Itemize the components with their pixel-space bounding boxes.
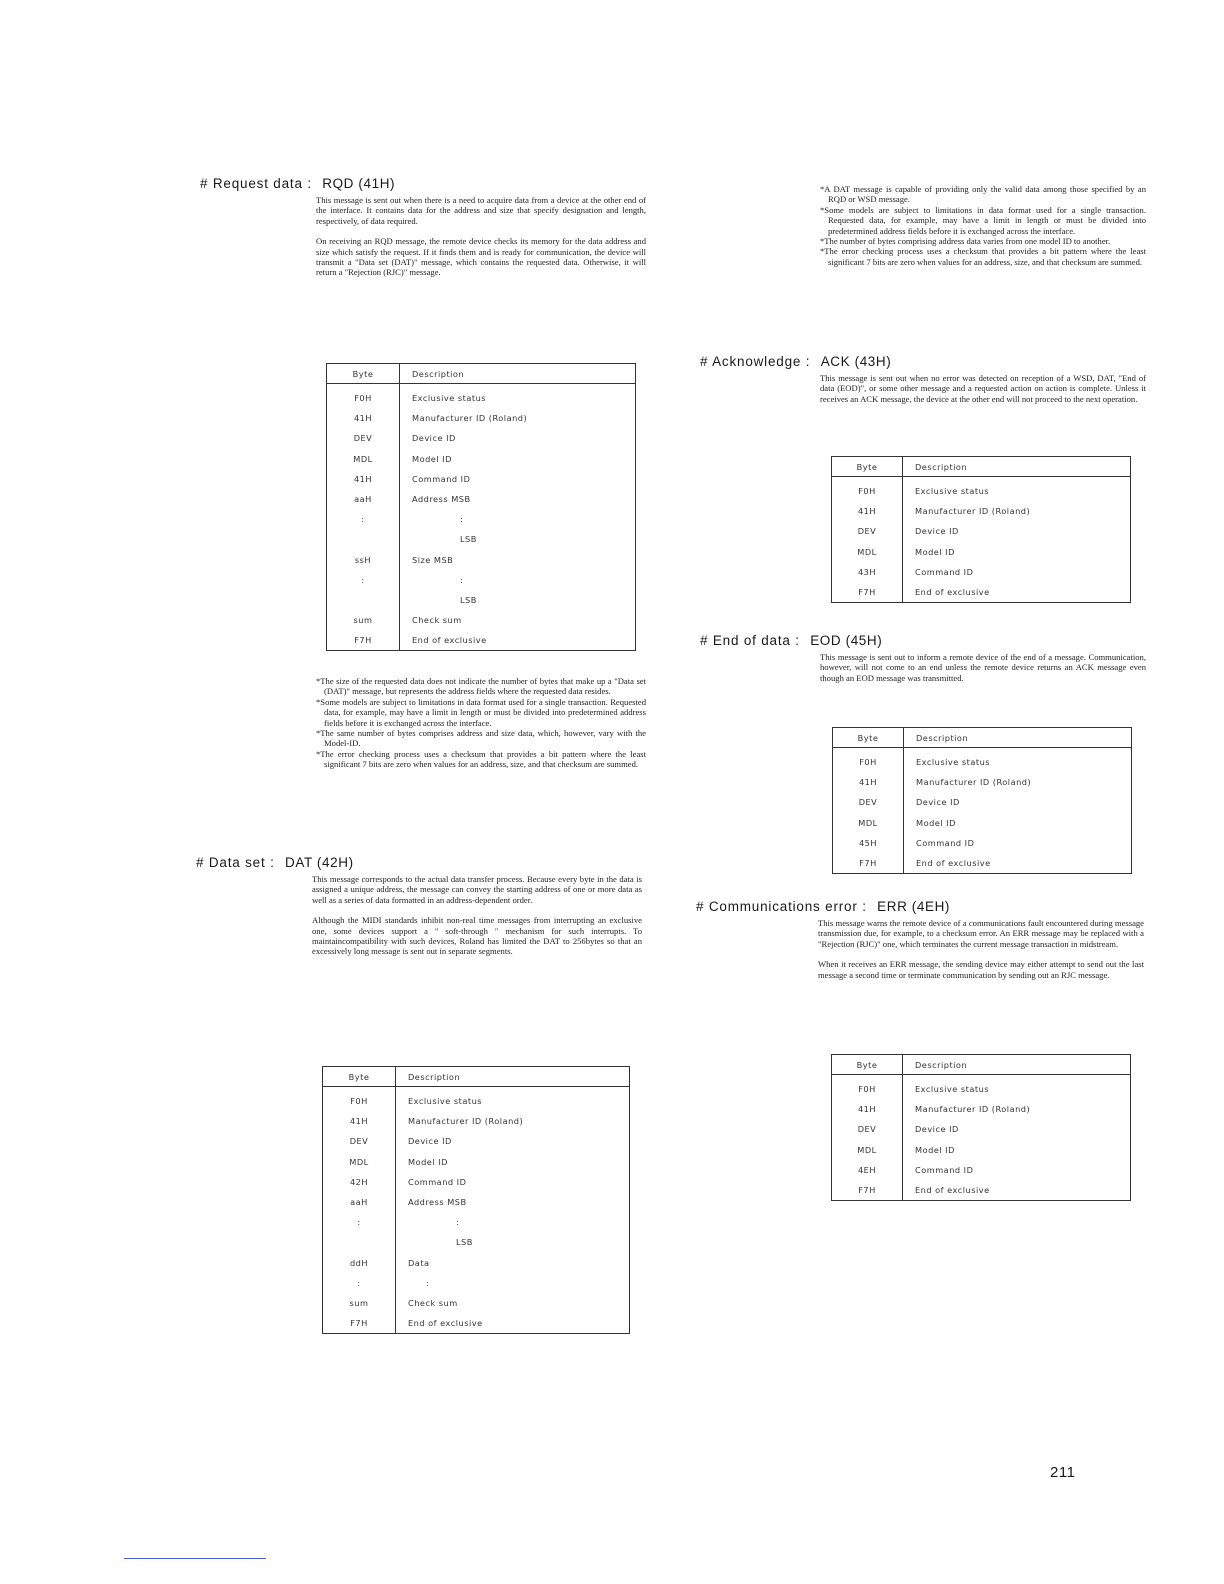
description-cell: Command ID	[412, 473, 471, 484]
description-column-header: Description	[396, 1067, 630, 1087]
description-cell: End of exclusive	[408, 1318, 483, 1329]
table-row	[323, 1111, 630, 1131]
eod-heading-code: EOD (45H)	[810, 633, 883, 648]
description-cell: Manufacturer ID (Roland)	[916, 777, 1032, 788]
byte-column-header: Byte	[832, 457, 903, 477]
byte-cell: DEV	[833, 792, 904, 812]
description-cell: Data	[408, 1257, 430, 1268]
byte-cell: F7H	[833, 853, 904, 874]
byte-cell: 41H	[832, 501, 903, 521]
description-cell: Command ID	[915, 566, 974, 577]
table-row	[833, 748, 1132, 773]
byte-column-header: Byte	[832, 1055, 903, 1075]
table-row	[832, 1099, 1131, 1119]
description-column-header: Description	[903, 457, 1131, 477]
rqd-note-1: *The size of the requested data does not indicate the number of bytes that make up a "Data set (DAT)" message, but represents the address fields where the requested data resides.	[316, 676, 646, 697]
table-row	[832, 1180, 1131, 1201]
continuation-mark: :	[460, 574, 464, 585]
err-paragraph-1: This message warns the remote device of a communications fault encountered during message transmission due, for example, to a checksum error. An ERR message may be replaced with a "Rejection (RJC)" one, which terminates the current message transaction in midstream.	[818, 918, 1144, 949]
description-cell: Model ID	[916, 817, 956, 828]
byte-cell: :	[323, 1273, 396, 1293]
byte-cell: aaH	[327, 489, 400, 509]
table-row	[832, 1075, 1131, 1100]
table-row	[327, 590, 636, 610]
ack-table	[831, 456, 1131, 603]
description-cell: Size MSB	[412, 554, 454, 565]
byte-cell: DEV	[327, 428, 400, 448]
description-column-header: Description	[400, 364, 636, 384]
description-cell: Device ID	[915, 1124, 959, 1135]
description-cell: Manufacturer ID (Roland)	[915, 506, 1031, 517]
description-cell: Command ID	[916, 837, 975, 848]
eod-paragraph: This message is sent out to inform a remote device of the end of a message. Communication, however, will not come to an end unless the remote device returns an ACK message even though an EOD message was transmitted.	[820, 652, 1146, 683]
description-cell: Address MSB	[412, 494, 471, 505]
description-cell: Device ID	[408, 1136, 452, 1147]
rqd-note-2: *Some models are subject to limitations in data format used for a single transaction. Requested data, for example, may have a limit in length or must be divided into predetermined address fields before it is exchanged across the interface.	[316, 696, 646, 728]
err-heading-code: ERR (4EH)	[877, 899, 951, 914]
continuation-mark: :	[460, 514, 464, 525]
description-cell: Model ID	[408, 1156, 448, 1167]
table-row	[323, 1192, 630, 1212]
err-description	[818, 918, 1144, 990]
ack-paragraph: This message is sent out when no error was detected on reception of a WSD, DAT, "End of data (EOD)", or some other message and a requested action on action is complete. Unless it receives an ACK message, the device at the other end will not proceed to the next operation.	[820, 373, 1146, 404]
byte-cell	[327, 529, 400, 549]
byte-cell: F7H	[832, 1180, 903, 1201]
byte-cell: MDL	[327, 449, 400, 469]
eod-table	[832, 727, 1132, 874]
byte-column-header: Byte	[833, 728, 904, 748]
byte-cell: 41H	[833, 772, 904, 792]
ack-heading-code: ACK (43H)	[820, 354, 892, 369]
byte-column-header: Byte	[327, 364, 400, 384]
err-heading-label: # Communications error :	[696, 899, 867, 914]
rqd-note-3: *The same number of bytes comprises address and size data, which, however, vary with the Model-ID.	[316, 728, 646, 749]
byte-cell: 4EH	[832, 1160, 903, 1180]
table-row	[323, 1273, 630, 1293]
description-cell: Exclusive status	[916, 757, 991, 768]
ack-heading	[700, 354, 891, 369]
byte-cell: 41H	[832, 1099, 903, 1119]
description-cell: Model ID	[915, 1144, 955, 1155]
byte-cell	[327, 590, 400, 610]
table-row	[327, 449, 636, 469]
table-row	[327, 509, 636, 529]
table-row	[323, 1293, 630, 1313]
rqd-heading-label: # Request data :	[200, 176, 312, 191]
description-column-header: Description	[904, 728, 1132, 748]
continuation-mark: :	[426, 1277, 430, 1288]
table-row	[323, 1313, 630, 1334]
description-cell: Command ID	[408, 1176, 467, 1187]
description-cell: Exclusive status	[915, 486, 990, 497]
eod-heading-label: # End of data :	[700, 633, 800, 648]
table-header-row	[832, 457, 1131, 477]
description-cell: Check sum	[408, 1297, 458, 1308]
err-table	[831, 1054, 1131, 1201]
description-cell	[396, 1273, 630, 1293]
dat-notes	[820, 184, 1146, 267]
byte-cell: MDL	[832, 1140, 903, 1160]
byte-cell: DEV	[832, 521, 903, 541]
rqd-description	[316, 195, 646, 288]
description-cell: Exclusive status	[408, 1096, 483, 1107]
byte-cell: F7H	[832, 582, 903, 603]
table-row	[832, 1140, 1131, 1160]
description-cell: Model ID	[412, 453, 452, 464]
byte-cell: DEV	[832, 1119, 903, 1139]
lsb-label: LSB	[456, 1237, 473, 1248]
table-row	[327, 610, 636, 630]
description-cell: Exclusive status	[915, 1084, 990, 1095]
rqd-table	[326, 363, 636, 651]
description-cell: Address MSB	[408, 1197, 467, 1208]
description-cell: Device ID	[916, 797, 960, 808]
byte-cell: MDL	[832, 542, 903, 562]
rqd-heading-code: RQD (41H)	[322, 176, 396, 191]
description-cell	[400, 529, 636, 549]
description-cell	[400, 570, 636, 590]
dat-heading-label: # Data set :	[196, 855, 275, 870]
table-row	[323, 1172, 630, 1192]
table-row	[832, 542, 1131, 562]
table-row	[833, 833, 1132, 853]
description-cell: End of exclusive	[915, 587, 990, 598]
description-column-header: Description	[903, 1055, 1131, 1075]
table-header-row	[327, 364, 636, 384]
byte-column-header: Byte	[323, 1067, 396, 1087]
byte-cell	[323, 1232, 396, 1252]
description-cell: End of exclusive	[916, 858, 991, 869]
table-row	[327, 489, 636, 509]
byte-cell: F0H	[832, 1075, 903, 1100]
rqd-note-4: *The error checking process uses a checksum that provides a bit pattern where the least significant 7 bits are zero when values for an address, size, and that checksum are summed.	[316, 748, 646, 770]
byte-cell: 43H	[832, 562, 903, 582]
byte-cell: 41H	[323, 1111, 396, 1131]
byte-cell: F0H	[327, 384, 400, 409]
byte-cell: F0H	[833, 748, 904, 773]
description-cell: Device ID	[412, 433, 456, 444]
table-row	[327, 529, 636, 549]
table-row	[323, 1087, 630, 1112]
dat-heading-code: DAT (42H)	[285, 855, 354, 870]
table-row	[832, 582, 1131, 603]
table-row	[323, 1152, 630, 1172]
dat-heading	[196, 855, 354, 870]
description-cell: Manufacturer ID (Roland)	[408, 1116, 524, 1127]
byte-cell: F7H	[323, 1313, 396, 1334]
lsb-label: LSB	[460, 534, 477, 545]
table-row	[833, 813, 1132, 833]
byte-cell: 41H	[327, 408, 400, 428]
lsb-label: LSB	[460, 594, 477, 605]
table-row	[833, 772, 1132, 792]
byte-cell: sum	[327, 610, 400, 630]
byte-cell: 45H	[833, 833, 904, 853]
dat-paragraph-2: Although the MIDI standards inhibit non-real time messages from interrupting an exclusive one, some devices support a " soft-through " mechanism for such interrupts. To maintaincompatibility with such devices, Roland has limited the DAT to 256bytes so that an excessively long message is sent out in separate segments.	[312, 915, 642, 957]
byte-cell: 42H	[323, 1172, 396, 1192]
table-row	[832, 1119, 1131, 1139]
byte-cell: :	[327, 570, 400, 590]
description-cell	[400, 509, 636, 529]
table-header-row	[833, 728, 1132, 748]
byte-cell: sum	[323, 1293, 396, 1313]
table-row	[832, 1160, 1131, 1180]
dat-table	[322, 1066, 630, 1334]
err-paragraph-2: When it receives an ERR message, the sending device may either attempt to send out the last message a second time or terminate communication by sending out an RJC message.	[818, 959, 1144, 980]
footer-divider	[124, 1558, 266, 1559]
dat-paragraph-1: This message corresponds to the actual data transfer process. Because every byte in the data is assigned a unique address, the message can convey the starting address of one or more data as well as a series of data formatted in an address-dependent order.	[312, 874, 642, 905]
page-number: 211	[1050, 1464, 1076, 1481]
dat-note-1: *A DAT message is capable of providing only the valid data among those specified by an RQD or WSD message.	[820, 184, 1146, 205]
table-row	[832, 521, 1131, 541]
err-heading	[696, 899, 950, 914]
byte-cell: MDL	[323, 1152, 396, 1172]
table-row	[832, 501, 1131, 521]
description-cell: Device ID	[915, 526, 959, 537]
description-cell	[396, 1232, 630, 1252]
byte-cell: 41H	[327, 469, 400, 489]
table-row	[323, 1232, 630, 1252]
byte-cell: MDL	[833, 813, 904, 833]
table-row	[327, 630, 636, 651]
table-row	[833, 853, 1132, 874]
continuation-mark: :	[456, 1217, 460, 1228]
table-row	[323, 1253, 630, 1273]
table-row	[323, 1131, 630, 1151]
byte-cell: F7H	[327, 630, 400, 651]
ack-description	[820, 373, 1146, 414]
description-cell: Model ID	[915, 546, 955, 557]
description-cell: End of exclusive	[915, 1185, 990, 1196]
table-row	[833, 792, 1132, 812]
description-cell: Manufacturer ID (Roland)	[915, 1104, 1031, 1115]
byte-cell: F0H	[832, 477, 903, 502]
byte-cell: aaH	[323, 1192, 396, 1212]
description-cell: Command ID	[915, 1164, 974, 1175]
rqd-paragraph-1: This message is sent out when there is a need to acquire data from a device at the other end of the interface. It contains data for the address and size that specify designation and length, respectively, of data required.	[316, 195, 646, 226]
dat-note-4: *The error checking process uses a checksum that provides a bit pattern where the least significant 7 bits are zero when values for an address, size, and that checksum are summed.	[820, 246, 1146, 267]
table-row	[327, 428, 636, 448]
ack-heading-label: # Acknowledge :	[700, 354, 811, 369]
description-cell: End of exclusive	[412, 635, 487, 646]
table-row	[327, 384, 636, 409]
byte-cell: ssH	[327, 550, 400, 570]
eod-heading	[700, 633, 882, 648]
eod-description	[820, 652, 1146, 693]
byte-cell: :	[323, 1212, 396, 1232]
byte-cell: DEV	[323, 1131, 396, 1151]
rqd-paragraph-2: On receiving an RQD message, the remote device checks its memory for the data address and size which satisfy the request. If it finds them and is ready for communication, the device will transmit a "Data set (DAT)" message, which contains the requested data. Otherwise, it will return a "Rejection (RJC)" message.	[316, 236, 646, 278]
description-cell	[400, 590, 636, 610]
table-row	[832, 477, 1131, 502]
byte-cell: F0H	[323, 1087, 396, 1112]
dat-description	[312, 874, 642, 967]
table-header-row	[323, 1067, 630, 1087]
description-cell: Check sum	[412, 615, 462, 626]
table-row	[327, 469, 636, 489]
description-cell: Exclusive status	[412, 393, 487, 404]
rqd-heading	[200, 176, 395, 191]
rqd-notes	[316, 676, 646, 770]
description-cell: Manufacturer ID (Roland)	[412, 413, 528, 424]
description-cell	[396, 1212, 630, 1232]
table-row	[323, 1212, 630, 1232]
table-header-row	[832, 1055, 1131, 1075]
dat-note-2: *Some models are subject to limitations in data format used for a single transaction. Requested data, for example, may have a limit in length or must be divided into predetermined address fields before it is exchanged across the interface.	[820, 204, 1146, 236]
table-row	[327, 550, 636, 570]
byte-cell: :	[327, 509, 400, 529]
table-row	[832, 562, 1131, 582]
table-row	[327, 408, 636, 428]
dat-note-3: *The number of bytes comprising address data varies from one model ID to another.	[820, 236, 1111, 247]
table-row	[327, 570, 636, 590]
byte-cell: ddH	[323, 1253, 396, 1273]
